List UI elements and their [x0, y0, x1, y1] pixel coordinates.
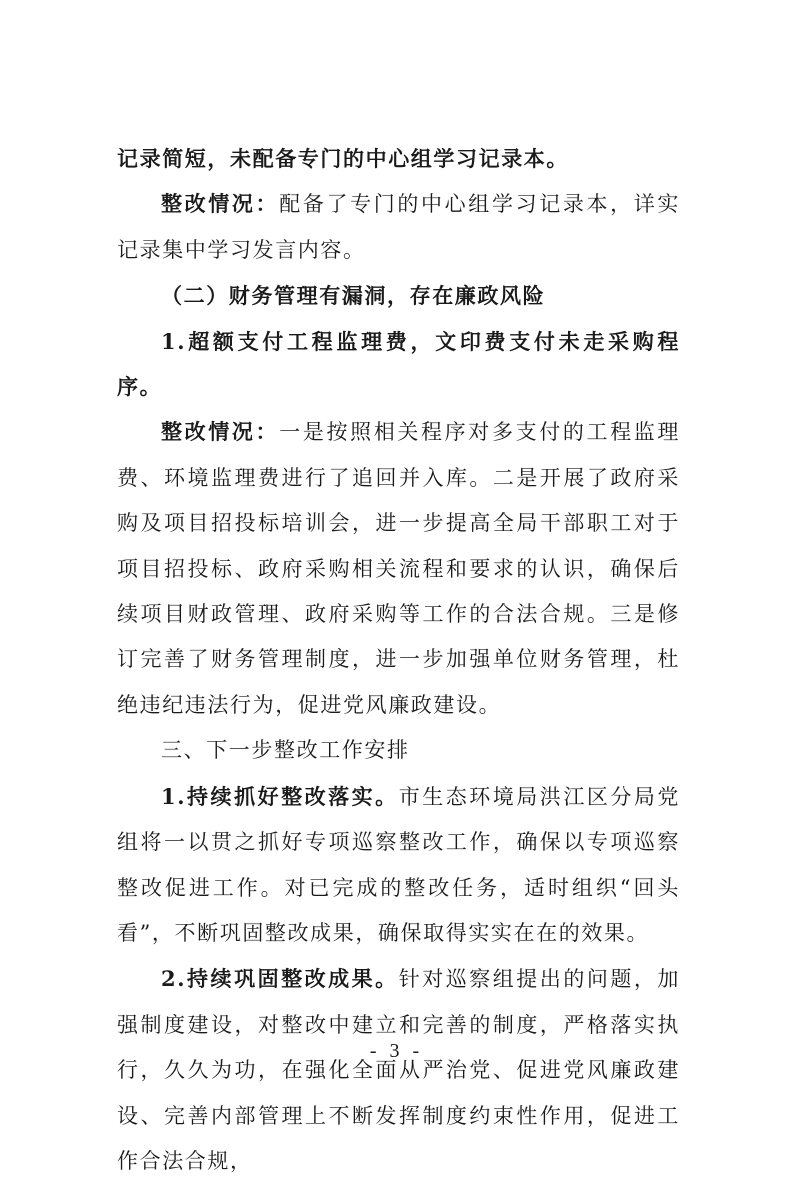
rectification-text: 一是按照相关程序对多支付的工程监理费、环境监理费进行了追回并入库。二是开展了政府采购及项目招投标培训会，进一步提高全局干部职工对于项目招投标、政府采购相关流程和要求的认识，确保后续项目财政管理、政府采购等工作的合法合规。三是修订完善了财务管理制度，进一步加强单位财务管理，杜绝违纪违法行为，促进党风廉政建设。 [117, 420, 681, 717]
issue-heading-2-1: 1.超额支付工程监理费，文印费支付未走采购程序。 [117, 328, 680, 400]
next-step-label: 2.持续巩固整改成果。 [161, 966, 399, 992]
next-step-label: 1.持续抓好整改落实。 [161, 783, 399, 809]
paragraph-continuation: 记录简短，未配备专门的中心组学习记录本。 [117, 146, 569, 171]
section-heading-2: （二）财务管理有漏洞，存在廉政风险 [161, 283, 546, 309]
document-body [117, 136, 680, 1184]
paragraph-next-step-2 [117, 956, 680, 1184]
paragraph-rectification-1 [117, 181, 680, 273]
next-step-text: 市生态环境局洪江区分局党组将一以贯之抓好专项巡察整改工作，确保以专项巡察整改促进工作。对已完成的整改任务，适时组织“回头看”，不断巩固整改成果，确保取得实实在在的效果。 [117, 784, 680, 945]
rectification-label: 整改情况： [161, 419, 280, 445]
rectification-text: 配备了专门的中心组学习记录本，详实记录集中学习发言内容。 [117, 192, 681, 262]
paragraph-rectification-2 [117, 409, 680, 728]
paragraph-next-step-1 [117, 774, 680, 957]
page-number: - 3 - [369, 1040, 424, 1062]
rectification-label: 整改情况： [161, 191, 280, 217]
next-step-text: 针对巡察组提出的问题，加强制度建设，对整改中建立和完善的制度，严格落实执行，久久为功，在强化全面从严治党、促进党风廉政建设、完善内部管理上不断发挥制度约束性作用，促进工作合法合规， [117, 967, 680, 1173]
section-heading-3: 三、下一步整改工作安排 [161, 738, 410, 763]
